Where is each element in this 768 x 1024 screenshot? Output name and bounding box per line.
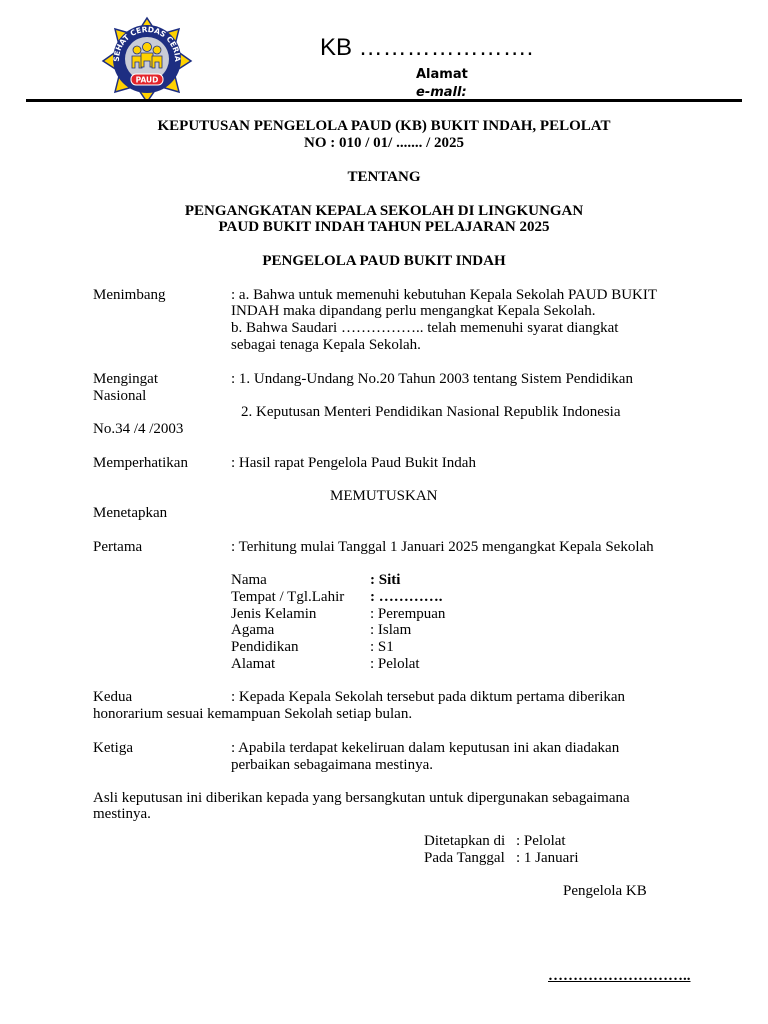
menimbang-a-line2: INDAH maka dipandang perlu mengangkat Kepala Sekolah. [231,303,596,319]
signatory-position: Pengelola KB [563,883,647,899]
menimbang-b-line2: sebagai tenaga Kepala Sekolah. [231,337,421,353]
mengingat-item1: : 1. Undang-Undang No.20 Tahun 2003 tentang Sistem Pendidikan [231,371,633,387]
menetapkan-label: Menetapkan [93,505,168,521]
decree-heading: KEPUTUSAN PENGELOLA PAUD (KB) BUKIT INDAH, PELOLAT [157,118,611,134]
logo-ring-text: SEHAT CERDAS CERIA [111,24,183,62]
paud-logo [101,16,193,102]
kb-title: KB …………………. [320,34,534,61]
field-jenis-kelamin-value: : Perempuan [370,606,446,622]
field-ttl-label: Tempat / Tgl.Lahir [231,589,345,605]
mengingat-label: Mengingat [93,371,158,387]
closing-line2: mestinya. [93,806,151,822]
pertama-text: : Terhitung mulai Tanggal 1 Januari 2025 mengangkat Kepala Sekolah [231,539,654,555]
menimbang-a-line1: : a. Bahwa untuk memenuhi kebutuhan Kepala Sekolah PAUD BUKIT [231,287,658,303]
field-nama-label: Nama [231,572,267,588]
kedua-label: Kedua [93,689,133,705]
mengingat-label-line2: Nasional [93,388,147,404]
memutuskan-heading: MEMUTUSKAN [330,488,438,504]
memperhatikan-label: Memperhatikan [93,455,188,471]
ketiga-label: Ketiga [93,740,133,756]
ketiga-line1: : Apabila terdapat kekeliruan dalam keputusan ini akan diadakan [231,740,620,756]
kedua-line1: : Kepada Kepala Sekolah tersebut pada diktum pertama diberikan [231,689,626,705]
menimbang-label: Menimbang [93,287,166,303]
field-nama-value: : Siti [370,572,401,588]
field-agama-value: : Islam [370,622,412,638]
decree-subject-line1: PENGANGKATAN KEPALA SEKOLAH DI LINGKUNGAN [184,203,584,219]
mengingat-item2-number: No.34 /4 /2003 [93,421,184,437]
field-pendidikan-label: Pendidikan [231,639,299,655]
kedua-line2: honorarium sesuai kemampuan Sekolah setiap bulan. [93,706,413,722]
ditetapkan-label: Ditetapkan di [424,833,506,849]
memperhatikan-text: : Hasil rapat Pengelola Paud Bukit Indah [231,455,476,471]
field-alamat-value: : Pelolat [370,656,420,672]
decree-number: NO : 010 / 01/ ....... / 2025 [304,135,464,151]
logo-badge-text: PAUD [135,75,159,85]
field-pendidikan-value: : S1 [370,639,394,655]
field-jenis-kelamin-label: Jenis Kelamin [231,606,317,622]
decree-subject-line2: PAUD BUKIT INDAH TAHUN PELAJARAN 2025 [218,219,550,235]
pertama-label: Pertama [93,539,143,555]
signatory-name-placeholder: ……………………….. [548,968,691,984]
header-alamat: Alamat [416,67,468,82]
field-ttl-value: : …………. [370,589,443,605]
tanggal-label: Pada Tanggal [424,850,505,866]
mengingat-item2: 2. Keputusan Menteri Pendidikan Nasional Republik Indonesia [241,404,621,420]
closing-line1: Asli keputusan ini diberikan kepada yang bersangkutan untuk dipergunakan sebagaimana [93,790,630,806]
decree-authority: PENGELOLA PAUD BUKIT INDAH [262,253,506,269]
ketiga-line2: perbaikan sebagaimana mestinya. [231,757,434,773]
header-email: e-mall: [416,85,467,100]
tanggal-value: : 1 Januari [516,850,579,866]
field-agama-label: Agama [231,622,275,638]
ditetapkan-value: : Pelolat [516,833,566,849]
decree-tentang: TENTANG [347,169,421,185]
menimbang-b-line1: b. Bahwa Saudari …………….. telah memenuhi syarat diangkat [231,320,619,336]
field-alamat-label: Alamat [231,656,276,672]
letterhead-divider [26,99,742,102]
